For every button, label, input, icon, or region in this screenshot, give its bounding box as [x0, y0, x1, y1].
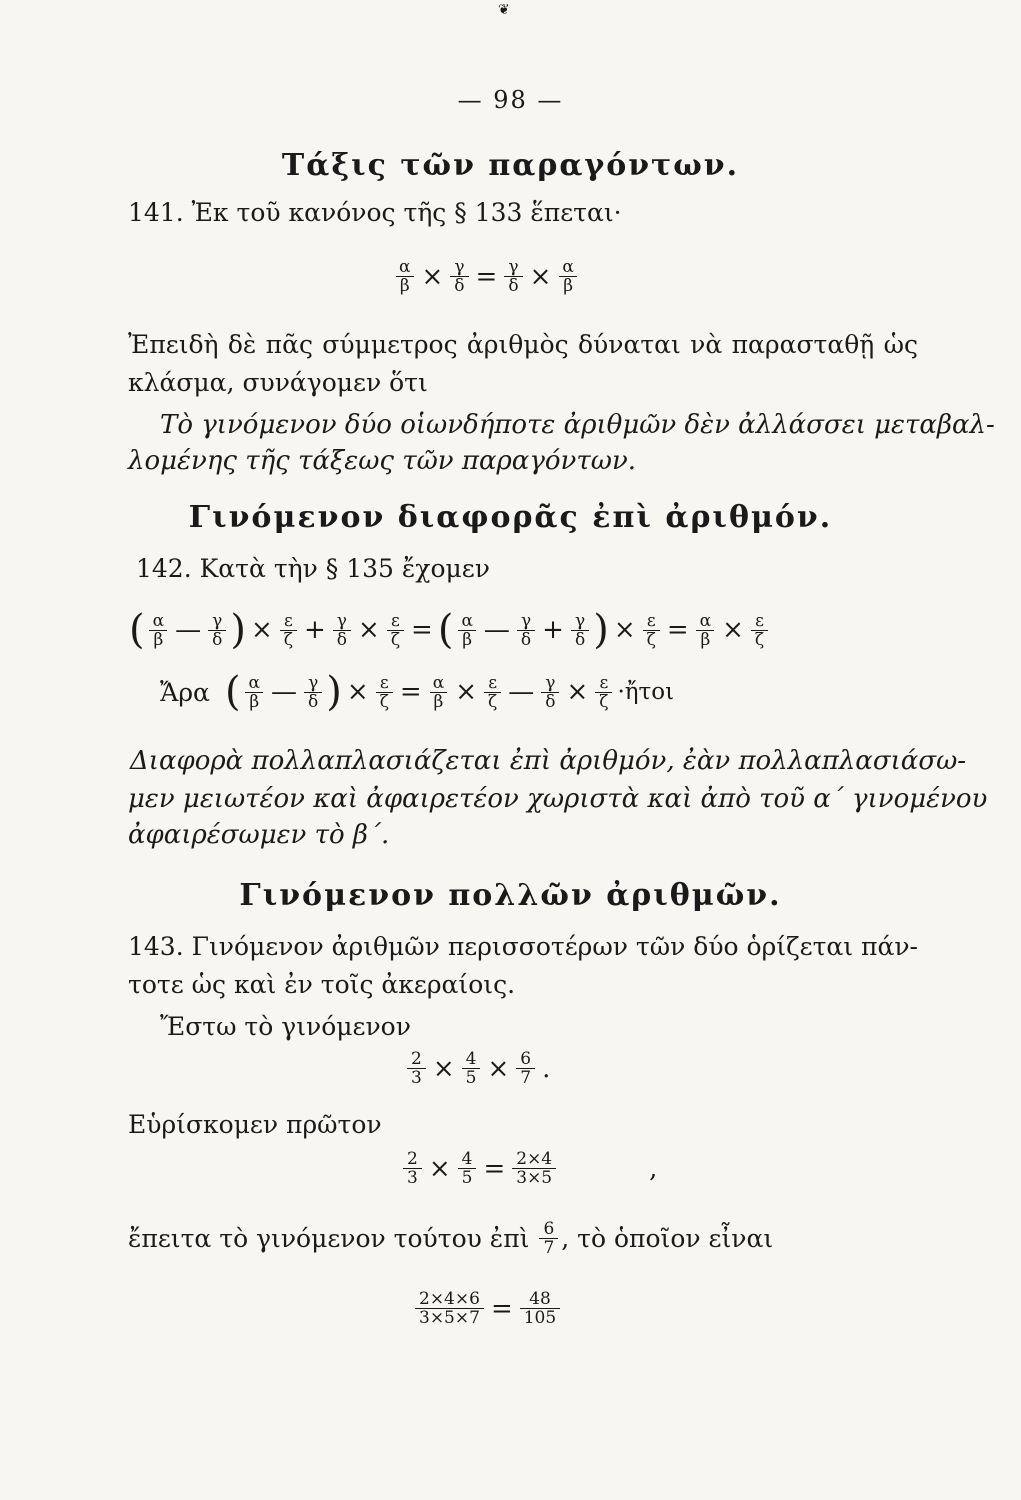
text-then: ἔπειτα τὸ γινόμενον τούτου ἐπὶ: [128, 1224, 530, 1253]
fraction: $\frac{\alpha}{\beta}$: [395, 258, 414, 295]
paragraph-141-line2: κλάσμα, συνάγομεν ὅτι: [128, 368, 428, 397]
rule-142-line2: μεν μειωτέον καὶ ἀφαιρετέον χωριστὰ καὶ ἀπὸ τοῦ α΄ γινομένου: [128, 784, 988, 814]
fraction: $\frac{\alpha}{\beta}$: [429, 674, 448, 711]
fraction: $\frac{\gamma}{\delta}$: [571, 612, 589, 649]
fraction: $\frac{\gamma}{\delta}$: [541, 674, 559, 711]
fraction: $\frac{4}{5}$: [462, 1050, 481, 1087]
paragraph-141-intro: 141. Ἐκ τοῦ κανόνος τῆς § 133 ἕπεται·: [128, 198, 622, 227]
equation-distributive-2: Ἄρα ( $\frac{\alpha}{\beta}$ — $\frac{\gamma}{\delta}$ ) × $\frac{\varepsilon}{\zeta}$ = $\frac{\alpha}{\beta}$ × $\frac{\varepsilon}{\zeta}$ — $\frac{\gamma}{\delta}$ × $\frac{\varepsilon}{\zeta}$ ·ἤτοι: [160, 669, 675, 715]
paragraph-143-line5: [128, 1220, 773, 1257]
fraction: $\frac{\alpha}{\beta}$: [245, 674, 264, 711]
equation-commutative: $\frac{\alpha}{\beta}$ × $\frac{\gamma}{\delta}$ = $\frac{\gamma}{\delta}$ × $\frac{\alpha}{\beta}$: [392, 258, 581, 295]
fraction: $\frac{\varepsilon}{\zeta}$: [484, 674, 501, 711]
equation-final-product: $\frac{2\times 4\times 6}{3\times 5\times 7}$ = $\frac{48}{105}$: [412, 1290, 563, 1327]
fraction: $\frac{6}{7}$: [516, 1050, 535, 1087]
ornament-mark: ❦: [498, 2, 510, 18]
paragraph-143-line2: τοτε ὡς καὶ ἐν τοῖς ἀκεραίοις.: [128, 970, 516, 999]
fraction: $\frac{\gamma}{\delta}$: [450, 258, 468, 295]
fraction: $\frac{\varepsilon}{\zeta}$: [751, 612, 768, 649]
fraction: $\frac{\gamma}{\delta}$: [304, 674, 322, 711]
fraction: $\frac{2\times 4}{3\times 5}$: [512, 1150, 556, 1187]
fraction: $\frac{\alpha}{\beta}$: [457, 612, 476, 649]
paragraph-143-line3: Ἔστω τὸ γινόμενον: [160, 1012, 411, 1041]
paragraph-141-line1: Ἐπειδὴ δὲ πᾶς σύμμετρος ἀριθμὸς δύναται νὰ παρασταθῇ ὡς: [128, 330, 918, 359]
paragraph-143-line1: 143. Γινόμενον ἀριθμῶν περισσοτέρων τῶν δύο ὁρίζεται πάν-: [128, 932, 918, 961]
paragraph-143-line4: Εὑρίσκομεν πρῶτον: [128, 1110, 382, 1139]
fraction: $\frac{2}{3}$: [407, 1050, 426, 1087]
paragraph-142-intro: 142. Κατὰ τὴν § 135 ἔχομεν: [136, 554, 490, 583]
rule-141-line2: λομένης τῆς τάξεως τῶν παραγόντων.: [128, 446, 637, 476]
page-number: — 98 —: [457, 86, 564, 114]
fraction: $\frac{\gamma}{\delta}$: [208, 612, 226, 649]
fraction: $\frac{\varepsilon}{\zeta}$: [280, 612, 297, 649]
fraction: $\frac{\varepsilon}{\zeta}$: [643, 612, 660, 649]
fraction: $\frac{2\times 4\times 6}{3\times 5\times 7}$: [415, 1290, 484, 1327]
section-heading-product-of-many: Γινόμενον πολλῶν ἀριθμῶν.: [239, 878, 782, 913]
itoi-word: ·ἤτοι: [617, 679, 675, 705]
fraction: $\frac{\gamma}{\delta}$: [504, 258, 522, 295]
fraction: $\frac{\gamma}{\delta}$: [517, 612, 535, 649]
text-which-is: , τὸ ὁποῖον εἶναι: [561, 1224, 774, 1253]
fraction: $\frac{\varepsilon}{\zeta}$: [387, 612, 404, 649]
fraction: $\frac{2}{3}$: [403, 1150, 422, 1187]
ara-word: Ἄρα: [160, 677, 210, 707]
section-heading-order-of-factors: Τάξις τῶν παραγόντων.: [281, 148, 740, 183]
fraction: $\frac{6}{7}$: [539, 1220, 558, 1257]
section-heading-product-of-difference: Γινόμενον διαφορᾶς ἐπὶ ἀριθμόν.: [188, 500, 833, 535]
fraction: $\frac{48}{105}$: [520, 1290, 560, 1327]
fraction: $\frac{\gamma}{\delta}$: [333, 612, 351, 649]
equation-distributive-1: ( $\frac{\alpha}{\beta}$ — $\frac{\gamma}{\delta}$ ) × $\frac{\varepsilon}{\zeta}$ + $\frac{\gamma}{\delta}$ × $\frac{\varepsilon}{\zeta}$ = ( $\frac{\alpha}{\beta}$ — $\frac{\gamma}{\delta}$ + $\frac{\gamma}{\delta}$ ) × $\frac{\varepsilon}{\zeta}$ = $\frac{\alpha}{\beta}$ × $\frac{\varepsilon}{\zeta}$: [128, 610, 771, 650]
fraction: $\frac{\alpha}{\beta}$: [696, 612, 715, 649]
fraction: $\frac{4}{5}$: [458, 1150, 477, 1187]
rule-141-line1: Τὸ γινόμενον δύο οἱωνδήποτε ἀριθμῶν δὲν ἀλλάσσει μεταβαλ-: [160, 410, 995, 440]
rule-142-line1: Διαφορὰ πολλαπλασιάζεται ἐπὶ ἀριθμόν, ἐὰν πολλαπλασιάσω-: [130, 746, 967, 776]
fraction: $\frac{\alpha}{\beta}$: [558, 258, 577, 295]
equation-product-example: $\frac{2}{3}$ × $\frac{4}{5}$ × $\frac{6}{7}$ .: [404, 1050, 554, 1087]
equation-first-step: $\frac{2}{3}$ × $\frac{4}{5}$ = $\frac{2\times 4}{3\times 5}$ ,: [400, 1150, 661, 1187]
rule-142-line3: ἀφαιρέσωμεν τὸ β΄.: [128, 820, 390, 850]
fraction: $\frac{\varepsilon}{\zeta}$: [376, 674, 393, 711]
fraction: $\frac{\alpha}{\beta}$: [149, 612, 168, 649]
fraction: $\frac{\varepsilon}{\zeta}$: [595, 674, 612, 711]
